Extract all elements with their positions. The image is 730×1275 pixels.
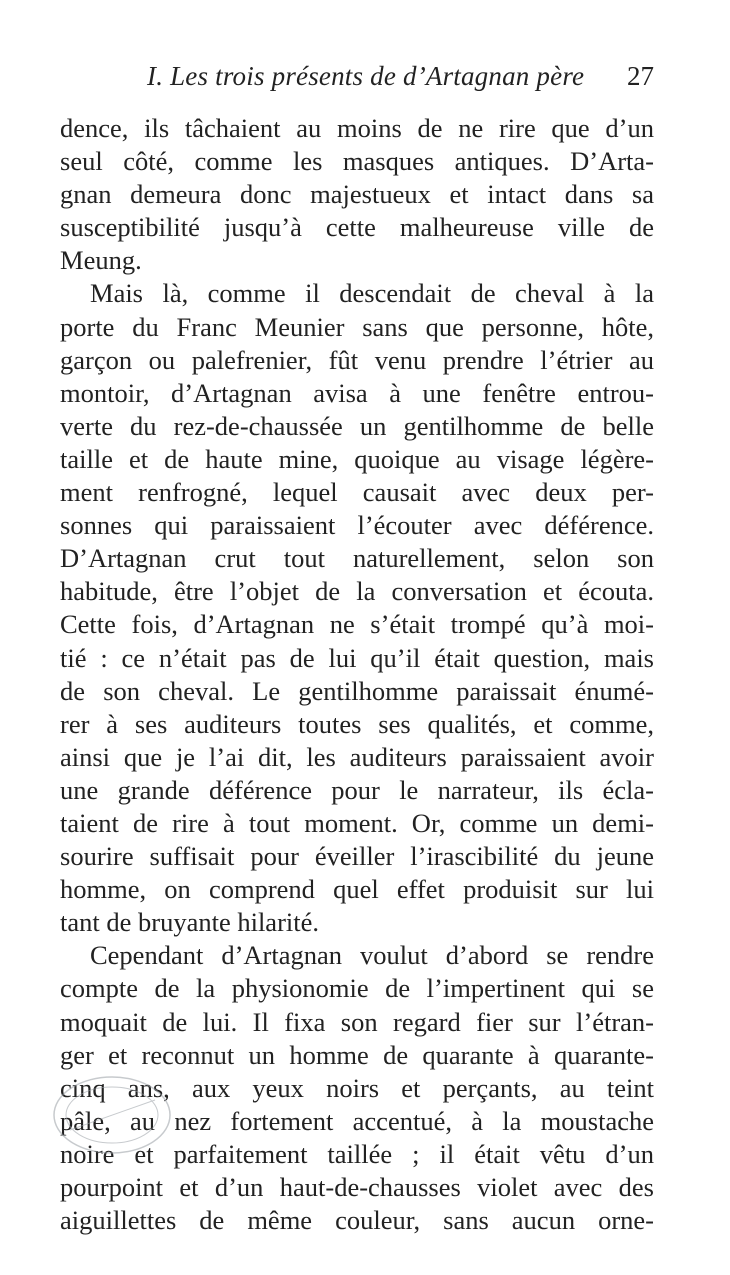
text-line: ment renfrogné, lequel causait avec deux per- xyxy=(60,477,654,508)
watermark-stamp xyxy=(50,1070,175,1160)
body-text xyxy=(60,112,654,1237)
text-line: une grande déférence pour le narrateur, ils écla- xyxy=(60,774,654,805)
text-line: taille et de haute mine, quoique au visage légère- xyxy=(60,443,654,474)
text-line: tié : ce n’était pas de lui qu’il était question, mais xyxy=(60,642,654,673)
text-line: montoir, d’Artagnan avisa à une fenêtre entrou- xyxy=(60,377,654,408)
text-line: Cependant d’Artagnan voulut d’abord se rendre xyxy=(90,940,654,971)
text-line: rer à ses auditeurs toutes ses qualités, et comme, xyxy=(60,708,654,739)
text-line: de son cheval. Le gentilhomme paraissait énumé- xyxy=(60,675,654,706)
text-line: compte de la physionomie de l’impertinent qui se xyxy=(60,973,654,1004)
text-line: susceptibilité jusqu’à cette malheureuse ville de xyxy=(60,212,654,243)
text-line: cinq ans, aux yeux noirs et perçants, au teint xyxy=(60,1072,654,1103)
text-line: habitude, être l’objet de la conversation et écouta. xyxy=(60,576,654,607)
running-title: I. Les trois présents de d’Artagnan père xyxy=(147,61,585,91)
page-number: 27 xyxy=(627,61,654,91)
text-line: garçon ou palefrenier, fût venu prendre l’étrier au xyxy=(60,344,654,375)
text-line: aiguillettes de même couleur, sans aucun orne- xyxy=(60,1205,654,1236)
text-line: seul côté, comme les masques antiques. D’Arta- xyxy=(60,146,654,177)
text-line: Mais là, comme il descendait de cheval à la xyxy=(90,278,654,309)
text-line: pâle, au nez fortement accentué, à la moustache xyxy=(60,1105,654,1136)
text-line: tant de bruyante hilarité. xyxy=(60,907,320,938)
text-line: ger et reconnut un homme de quarante à quarante- xyxy=(60,1039,654,1070)
running-header xyxy=(60,58,654,94)
text-line: moquait de lui. Il fixa son regard fier sur l’étran- xyxy=(60,1006,654,1037)
text-line: verte du rez-de-chaussée un gentilhomme de belle xyxy=(60,410,654,441)
text-line: Cette fois, d’Artagnan ne s’était trompé qu’à moi- xyxy=(60,609,654,640)
text-line: sonnes qui paraissaient l’écouter avec déférence. xyxy=(60,510,654,541)
text-line: noire et parfaitement taillée ; il était vêtu d’un xyxy=(60,1138,654,1169)
text-line: D’Artagnan crut tout naturellement, selon son xyxy=(60,543,654,574)
text-line: porte du Franc Meunier sans que personne, hôte, xyxy=(60,311,654,342)
text-line: homme, on comprend quel effet produisit sur lui xyxy=(60,874,654,905)
text-line: pourpoint et d’un haut-de-chausses violet avec des xyxy=(60,1172,654,1202)
text-line: sourire suffisait pour éveiller l’irascibilité du jeune xyxy=(60,841,654,872)
text-line: dence, ils tâchaient au moins de ne rire que d’un xyxy=(60,113,654,143)
text-line: taient de rire à tout moment. Or, comme un demi- xyxy=(60,807,654,838)
text-line: gnan demeura donc majestueux et intact dans sa xyxy=(60,179,654,210)
text-line: Meung. xyxy=(60,245,142,276)
text-line: ainsi que je l’ai dit, les auditeurs paraissaient avoir xyxy=(60,741,654,772)
